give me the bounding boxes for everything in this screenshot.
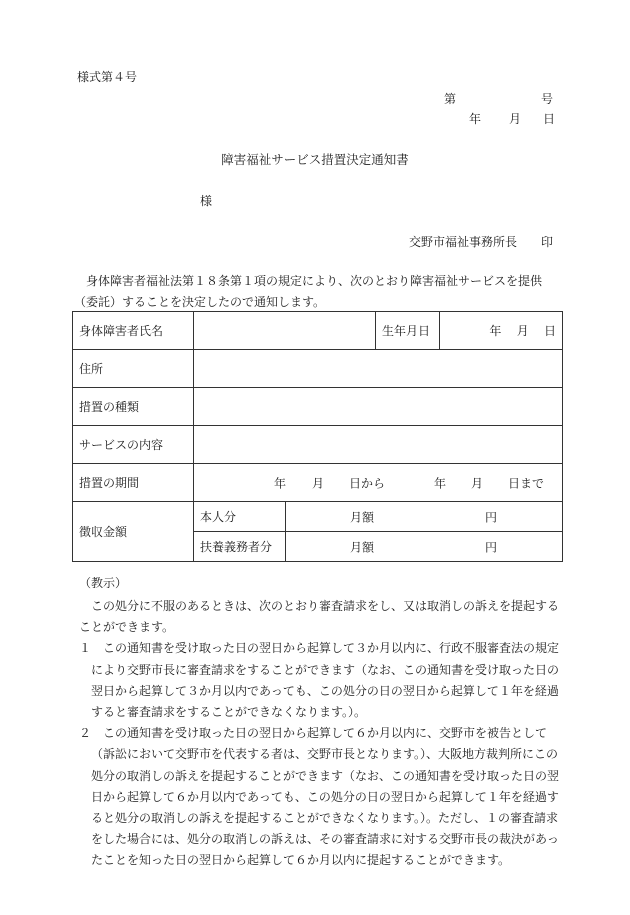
seal-mark: 印	[541, 235, 554, 249]
period-from-year: 年	[274, 476, 287, 490]
issue-date-month: 月	[509, 112, 522, 126]
period-to-year: 年	[434, 476, 447, 490]
notice-paragraph: この処分に不服のあるときは、次のとおり審査請求をし、又は取消しの訴えを提起することができます。	[79, 599, 560, 635]
table-row	[73, 426, 563, 464]
support-share-label: 扶養義務者分	[194, 532, 286, 562]
period-field[interactable]	[194, 464, 563, 502]
support-share-yen: 円	[485, 540, 498, 554]
service-field[interactable]	[194, 426, 563, 464]
self-share-field[interactable]	[286, 502, 563, 532]
dob-field[interactable]	[440, 312, 563, 350]
measure-type-label: 措置の種類	[73, 388, 194, 426]
item-number: ２	[79, 726, 92, 741]
dob-day: 日	[543, 324, 556, 338]
document-number-prefix: 第	[444, 92, 457, 106]
fee-label: 徴収金額	[73, 502, 194, 562]
period-to-day: 日まで	[508, 476, 545, 490]
issuer-name: 交野市福祉事務所長	[409, 235, 518, 249]
document-title: 障害福祉サービス措置決定通知書	[221, 152, 409, 167]
item-text: この通知書を受け取った日の翌日から起算して６か月以内に、交野市を被告として（訴訟において交野市を代表する者は、交野市長となります。）、大阪地方裁判所にこの処分の取消しの訴えを提起することができます（なお、この通知書を受け取った日の翌日から起算して６か月以内であっても、この処分の日の翌日から起算して１年を経過すると処分の取消しの訴えを提起することができなくなります。）。ただし、１の審査請求をした場合には、処分の取消しの訴えは、その審査請求に対する交野市長の裁決があったことを知った日の翌日から起算して６か月以内に提起することができます。	[91, 726, 560, 868]
table-row	[73, 350, 563, 388]
table-row	[73, 312, 563, 350]
service-label: サービスの内容	[73, 426, 194, 464]
document-number-suffix: 号	[541, 92, 554, 106]
intro-text	[74, 271, 564, 313]
dob-year: 年	[489, 324, 502, 338]
self-share-monthly: 月額	[350, 510, 375, 524]
address-label: 住所	[73, 350, 194, 388]
table-row	[73, 388, 563, 426]
support-share-monthly: 月額	[350, 540, 375, 554]
period-to-month: 月	[471, 476, 484, 490]
addressee-suffix: 様	[200, 194, 213, 208]
name-field[interactable]	[194, 312, 376, 350]
period-label: 措置の期間	[73, 464, 194, 502]
support-share-field[interactable]	[286, 532, 563, 562]
self-share-label: 本人分	[194, 502, 286, 532]
table-row	[73, 502, 563, 532]
dob-label: 生年月日	[376, 312, 440, 350]
decision-table	[72, 311, 563, 562]
issue-date-year: 年	[469, 112, 482, 126]
form-id: 様式第４号	[77, 70, 138, 84]
intro-line-2: （委託）することを決定したので通知します。	[74, 295, 326, 309]
notice-body	[79, 596, 565, 872]
dob-month: 月	[516, 324, 529, 338]
intro-line-1: 身体障害者福祉法第１８条第１項の規定により、次のとおり障害福祉サービスを提供	[86, 274, 543, 288]
measure-type-field[interactable]	[194, 388, 563, 426]
issue-date-day: 日	[543, 112, 556, 126]
period-from-month: 月	[312, 476, 325, 490]
self-share-yen: 円	[485, 510, 498, 524]
name-label: 身体障害者氏名	[73, 312, 194, 350]
notice-item-1	[79, 638, 565, 723]
period-from-day: 日から	[349, 476, 386, 490]
item-number: １	[79, 641, 92, 656]
address-field[interactable]	[194, 350, 563, 388]
item-text: この通知書を受け取った日の翌日から起算して３か月以内に、行政不服審査法の規定により交野市長に審査請求をすることができます（なお、この通知書を受け取った日の翌日から起算して３か月以内であっても、この処分の日の翌日から起算して１年を経過すると審査請求をすることができなくなります。）。	[91, 641, 560, 720]
notice-item-2	[79, 723, 565, 871]
table-row	[73, 464, 563, 502]
notice-heading: （教示）	[79, 576, 128, 590]
